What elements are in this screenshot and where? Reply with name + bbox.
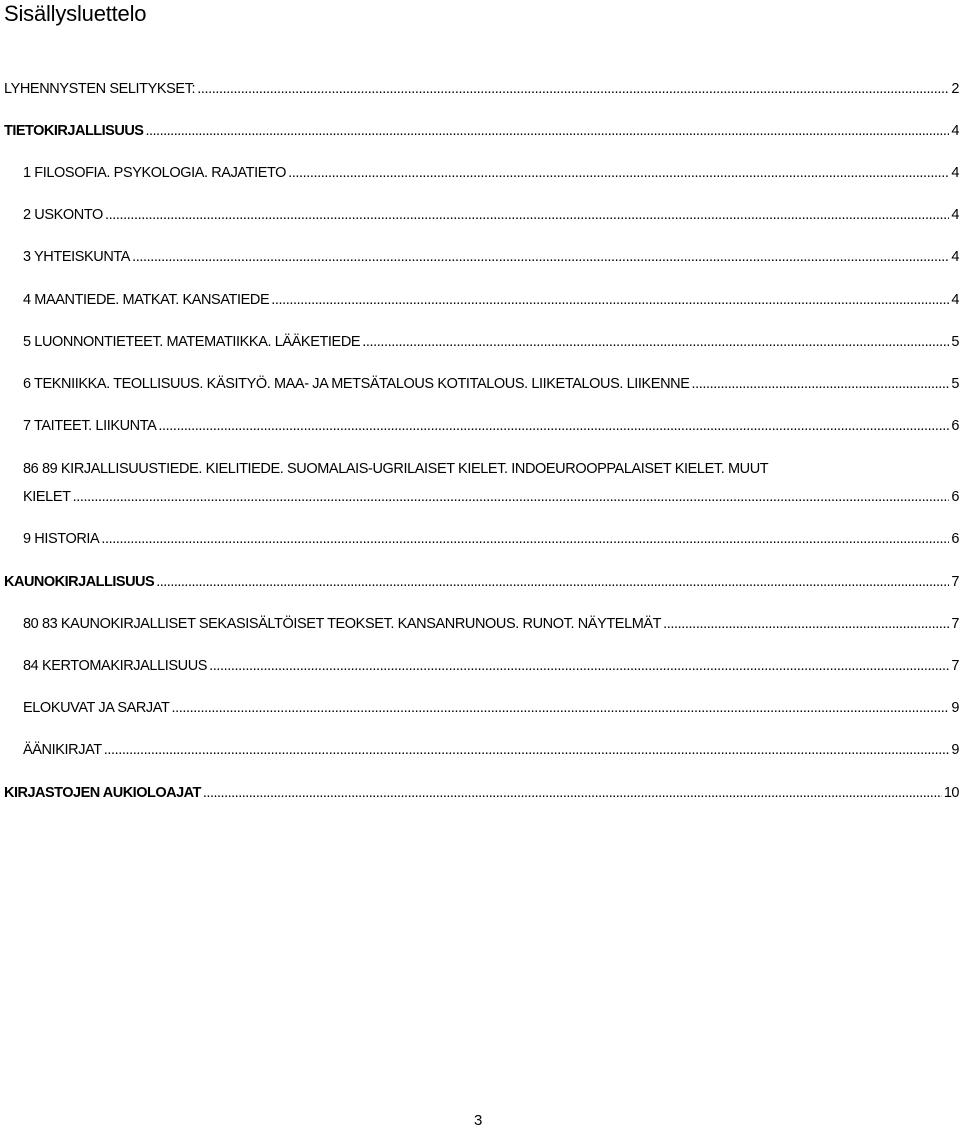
toc-dot-leader (197, 80, 949, 98)
toc-entry-title: 4 MAANTIEDE. MATKAT. KANSATIEDE (23, 292, 270, 308)
toc-entry-elokuvat-ja-sarjat[interactable] (23, 699, 959, 717)
toc-entry-kaunokirjallisuus[interactable] (4, 573, 959, 591)
toc-dot-leader (158, 417, 949, 435)
toc-entry-page: 4 (951, 207, 959, 223)
toc-entry-kirjallisuustiede-line1[interactable]: 86 89 KIRJALLISUUSTIEDE. KIELITIEDE. SUOMALAIS-UGRILAISET KIELET. INDOEUROOPPALAISET KIELET. MUUT (23, 461, 769, 477)
toc-entry-luonnontieteet[interactable] (23, 333, 959, 351)
toc-entry-maantiede[interactable] (23, 291, 959, 309)
toc-entry-page: 5 (951, 334, 959, 350)
toc-dot-leader (203, 784, 942, 802)
toc-dot-leader (105, 206, 949, 224)
toc-dot-leader (104, 741, 950, 759)
toc-entry-page: 9 (951, 742, 959, 758)
toc-entry-page: 4 (951, 123, 959, 139)
toc-entry-title: 6 TEKNIIKKA. TEOLLISUUS. KÄSITYÖ. MAA- JA METSÄTALOUS KOTITALOUS. LIIKETALOUS. LIIKENNE (23, 376, 690, 392)
toc-entry-filosofia[interactable] (23, 164, 959, 182)
toc-entry-kaunokirjalliset-sekasisaltoiset[interactable] (23, 615, 959, 633)
toc-entry-page: 10 (943, 785, 959, 801)
toc-entry-title: 3 YHTEISKUNTA (23, 249, 131, 265)
toc-entry-page: 7 (951, 658, 959, 674)
toc-entry-kertomakirjallisuus[interactable] (23, 657, 959, 675)
toc-entry-title: KIELET (23, 489, 71, 505)
page-title: Sisällysluettelo (4, 1, 147, 26)
toc-dot-leader (132, 248, 949, 266)
toc-entry-page: 7 (951, 574, 959, 590)
toc-entry-page: 4 (951, 165, 959, 181)
toc-entry-page: 5 (951, 376, 959, 392)
toc-entry-title: 1 FILOSOFIA. PSYKOLOGIA. RAJATIETO (23, 165, 287, 181)
toc-entry-title: 5 LUONNONTIETEET. MATEMATIIKKA. LÄÄKETIEDE (23, 334, 361, 350)
toc-entry-historia[interactable] (23, 530, 959, 548)
toc-dot-leader (156, 573, 949, 591)
toc-entry-kirjallisuustiede[interactable] (23, 488, 959, 506)
toc-entry-page: 6 (951, 418, 959, 434)
toc-entry-aanikirjat[interactable] (23, 741, 959, 759)
toc-entry-page: 4 (951, 249, 959, 265)
toc-dot-leader (101, 530, 949, 548)
toc-entry-page: 2 (951, 81, 959, 97)
toc-entry-page: 9 (951, 700, 959, 716)
toc-entry-yhteiskunta[interactable] (23, 248, 959, 266)
toc-entry-kirjastojen-aukioloajat[interactable] (4, 784, 959, 802)
toc-entry-title: LYHENNYSTEN SELITYKSET: (4, 81, 196, 97)
toc-entry-title: KAUNOKIRJALLISUUS (4, 574, 155, 590)
toc-entry-title: ELOKUVAT JA SARJAT (23, 700, 170, 716)
toc-entry-taiteet[interactable] (23, 417, 959, 435)
toc-dot-leader (145, 122, 949, 140)
page-number: 3 (474, 1112, 483, 1129)
toc-entry-tekniikka[interactable] (23, 375, 959, 393)
toc-entry-page: 6 (951, 531, 959, 547)
toc-entry-title: KIRJASTOJEN AUKIOLOAJAT (4, 785, 201, 801)
toc-dot-leader (271, 291, 949, 309)
toc-entry-tietokirjallisuus[interactable] (4, 122, 959, 140)
toc-entry-page: 7 (951, 616, 959, 632)
toc-dot-leader (171, 699, 949, 717)
toc-dot-leader (362, 333, 949, 351)
toc-dot-leader (692, 375, 950, 393)
toc-entry-page: 6 (951, 489, 959, 505)
toc-entry-uskonto[interactable] (23, 206, 959, 224)
toc-entry-title: 80 83 KAUNOKIRJALLISET SEKASISÄLTÖISET TEOKSET. KANSANRUNOUS. RUNOT. NÄYTELMÄT (23, 616, 662, 632)
toc-entry-page: 4 (951, 292, 959, 308)
toc-entry-title: 7 TAITEET. LIIKUNTA (23, 418, 157, 434)
toc-entry-title: 9 HISTORIA (23, 531, 100, 547)
toc-dot-leader (288, 164, 949, 182)
toc-entry-title: 2 USKONTO (23, 207, 103, 223)
toc-dot-leader (73, 488, 950, 506)
toc-dot-leader (209, 657, 949, 675)
toc-entry-title: TIETOKIRJALLISUUS (4, 123, 144, 139)
toc-dot-leader (663, 615, 949, 633)
toc-entry-title: ÄÄNIKIRJAT (23, 742, 102, 758)
toc-entry-title: 84 KERTOMAKIRJALLISUUS (23, 658, 208, 674)
toc-entry-lyhennysten-selitykset[interactable] (4, 80, 959, 98)
